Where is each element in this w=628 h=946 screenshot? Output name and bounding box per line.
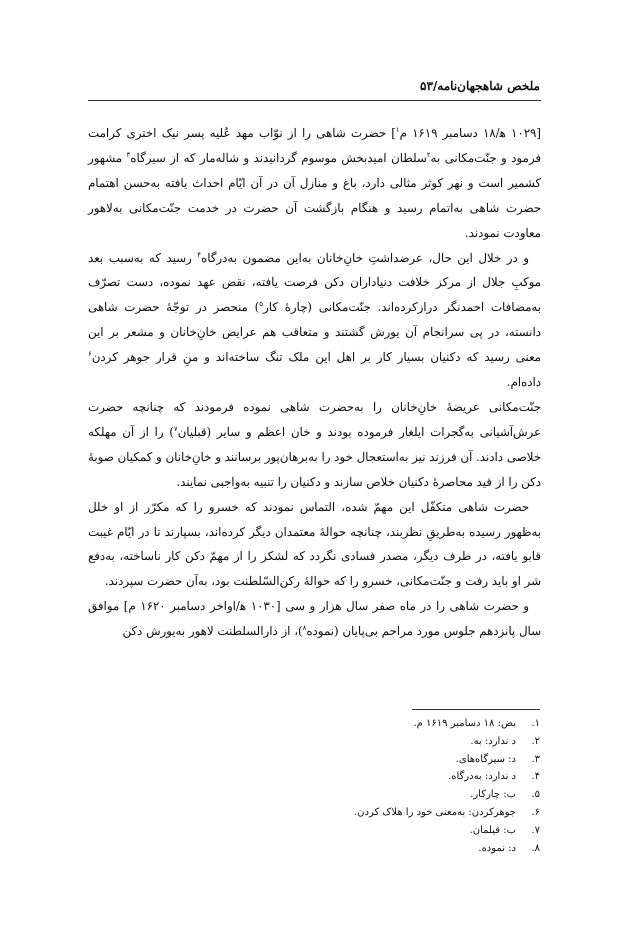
- paragraph-text: )، از دارالسلطنت لاهور به‌یورش دکن: [122, 624, 303, 639]
- footnote-text: ب: قیلمان.: [469, 824, 516, 836]
- footnote-text: د: سیرگاه‌های.: [455, 753, 516, 765]
- footnote-text: د ندارد: به.: [470, 735, 516, 747]
- paragraph-text: و حضرت شاهی را در ماه صفر سال هزار و سی [۱۰۳۰ ه‍/اواخر دسامبر ۱۶۲۰ م] موافق سال پانزدهم جلوس مورد مراحم بی‌پایان (نموده: [88, 599, 541, 639]
- footnote-ref: ۸: [302, 624, 307, 633]
- footnote-item: [110, 804, 540, 822]
- footnote-text: د ندارد: به‌درگاه.: [448, 771, 516, 783]
- body-text: [88, 121, 541, 644]
- footnote-item: [110, 822, 540, 840]
- footnote-number: ۶.: [531, 806, 540, 818]
- paragraph-text: ) منحصر در توجّهٔ حضرت شاهی دانسته، در پی سرانجام آن یورش گشتند و متعاقب هم عرایض خانِ‌خانان و مشعر بر این معنی رسید که دکنیان بسیار کار بر اهل این ملک تنگ ساخته‌اند و منِ قرار جوهر کردن: [88, 300, 541, 365]
- footnote-number: ۳.: [531, 753, 540, 765]
- footnote-number: ۱.: [531, 718, 540, 729]
- paragraph-text: رسید که به‌سبب بعد موکبِ جلال از مرکز خلافت دنیاداران دکن فرصت یافته، نقض عهد نموده، دست تصرّف به‌مضافات احمدنگر درازکرده‌اند. جنّت‌مکانی (چارهٔ کار: [88, 250, 541, 315]
- footnote-number: ۵.: [531, 789, 540, 801]
- footnote-text: جوهرکردن: به‌معنی خود را هلاک کردن.: [353, 806, 516, 818]
- paragraph-text: و در خلال این حال، عرضداشتِ خانِ‌خانان به‌این مضمون به‌درگاه: [201, 250, 530, 265]
- footnote-rule: [412, 709, 540, 710]
- footnote-item: [110, 751, 540, 769]
- footnote-ref: ۱: [395, 126, 400, 135]
- footnote-text: بض: ۱۸ دسامبر ۱۶۱۹ م.: [413, 718, 516, 729]
- paragraph-text: جنّت‌مکانی عریضهٔ خانِ‌خانان را به‌حضرت شاهی نموده فرمودند که چنانچه حضرت عرش‌آشیانی به‌گجرات ایلغار فرموده بودند و خان اعظم و سایر (قبلیان: [88, 399, 542, 439]
- paragraph-text: مشهور کشمیر است و نهر کوثر مثالی دارد، باغ و منازل آن در آن ایّام احداث یافته به‌حسن اهتمام حضرت شاهی به‌اتمام رسید و هنگام بازگشت آن حضرت در خدمت جنّت‌مکانی به‌لاهور معاودت نمودند.: [88, 150, 541, 240]
- running-header: ملخص شاهجهان‌نامه/۵۳: [420, 79, 540, 93]
- paragraph-5: [88, 594, 541, 644]
- footnote-ref: ۳: [126, 150, 131, 159]
- paragraph-text: حضرت شاهی متکفّل این مهمّ شده، التماس نمودند که خسرو را که مکرّر از او خلل به‌ظهور رسیده به‌طریقِ نظربند، چنانچه حوالهٔ معتمدان دیگر کرده‌اند، بسپارند تا در ایّام غیبت قابو یافته، در طرف دیگر، مصدر فسادی نگردد که لشکر را از مهمّ دکن کار ناساخته، به‌دفع شر او باید رفت و جنّت‌مکانی، خسرو را که حوالهٔ رکن‌السّلطنت بود، به‌آن حضرت سپردند.: [88, 499, 541, 589]
- footnote-text: د: نموده.: [478, 842, 516, 854]
- paragraph-3: [88, 395, 541, 495]
- footnote-ref: ۵: [259, 300, 263, 309]
- footnote-item: [110, 715, 540, 733]
- paragraph-text: [۱۰۲۹ ه‍/۱۸ دسامبر ۱۶۱۹ م: [399, 126, 541, 140]
- paragraph-text: ] حضرت شاهی را از نوّاب مهد عُلیه پسر نیک اختری کرامت فرمود و جنّت‌مکانی به: [88, 126, 541, 165]
- footnote-item: [110, 768, 540, 786]
- footnote-ref: ۴: [197, 250, 202, 259]
- footnote-text: ب: چارکار.: [470, 789, 516, 801]
- footnote-item: [110, 786, 540, 804]
- footnote-ref: ۲: [426, 150, 431, 159]
- footnote-item: [110, 733, 540, 751]
- footnote-ref: ۷: [173, 424, 178, 433]
- paragraph-text: داده‌ام.: [506, 375, 541, 390]
- footnote-item: [110, 840, 540, 858]
- footnote-number: ۲.: [531, 735, 540, 747]
- paragraph-2: [88, 246, 541, 395]
- paragraph-text: سلطان امیدبخش موسوم گردانیدند و شاله‌مار که از سیرگاه: [130, 150, 427, 165]
- footnotes-list: [110, 715, 540, 857]
- footnote-number: ۴.: [531, 771, 540, 783]
- footnote-number: ۸.: [531, 842, 540, 854]
- header-rule: [88, 100, 541, 101]
- paragraph-text: ) را از آن مهلکه خلاصی دادند. آن فرزند نیز به‌استعجال خود را به‌برهان‌پور برسانند و خانِ‌خانان و کمکیان صوبهٔ دکن را از قید محاصرهٔ دکنیان خلاص سازند و دکنیان را تنبیه به‌واجبی نمایند.: [88, 424, 541, 489]
- paragraph-1: [88, 121, 541, 246]
- footnote-ref: ۶: [88, 350, 92, 359]
- footnote-number: ۷.: [531, 824, 540, 836]
- paragraph-4: [88, 495, 541, 595]
